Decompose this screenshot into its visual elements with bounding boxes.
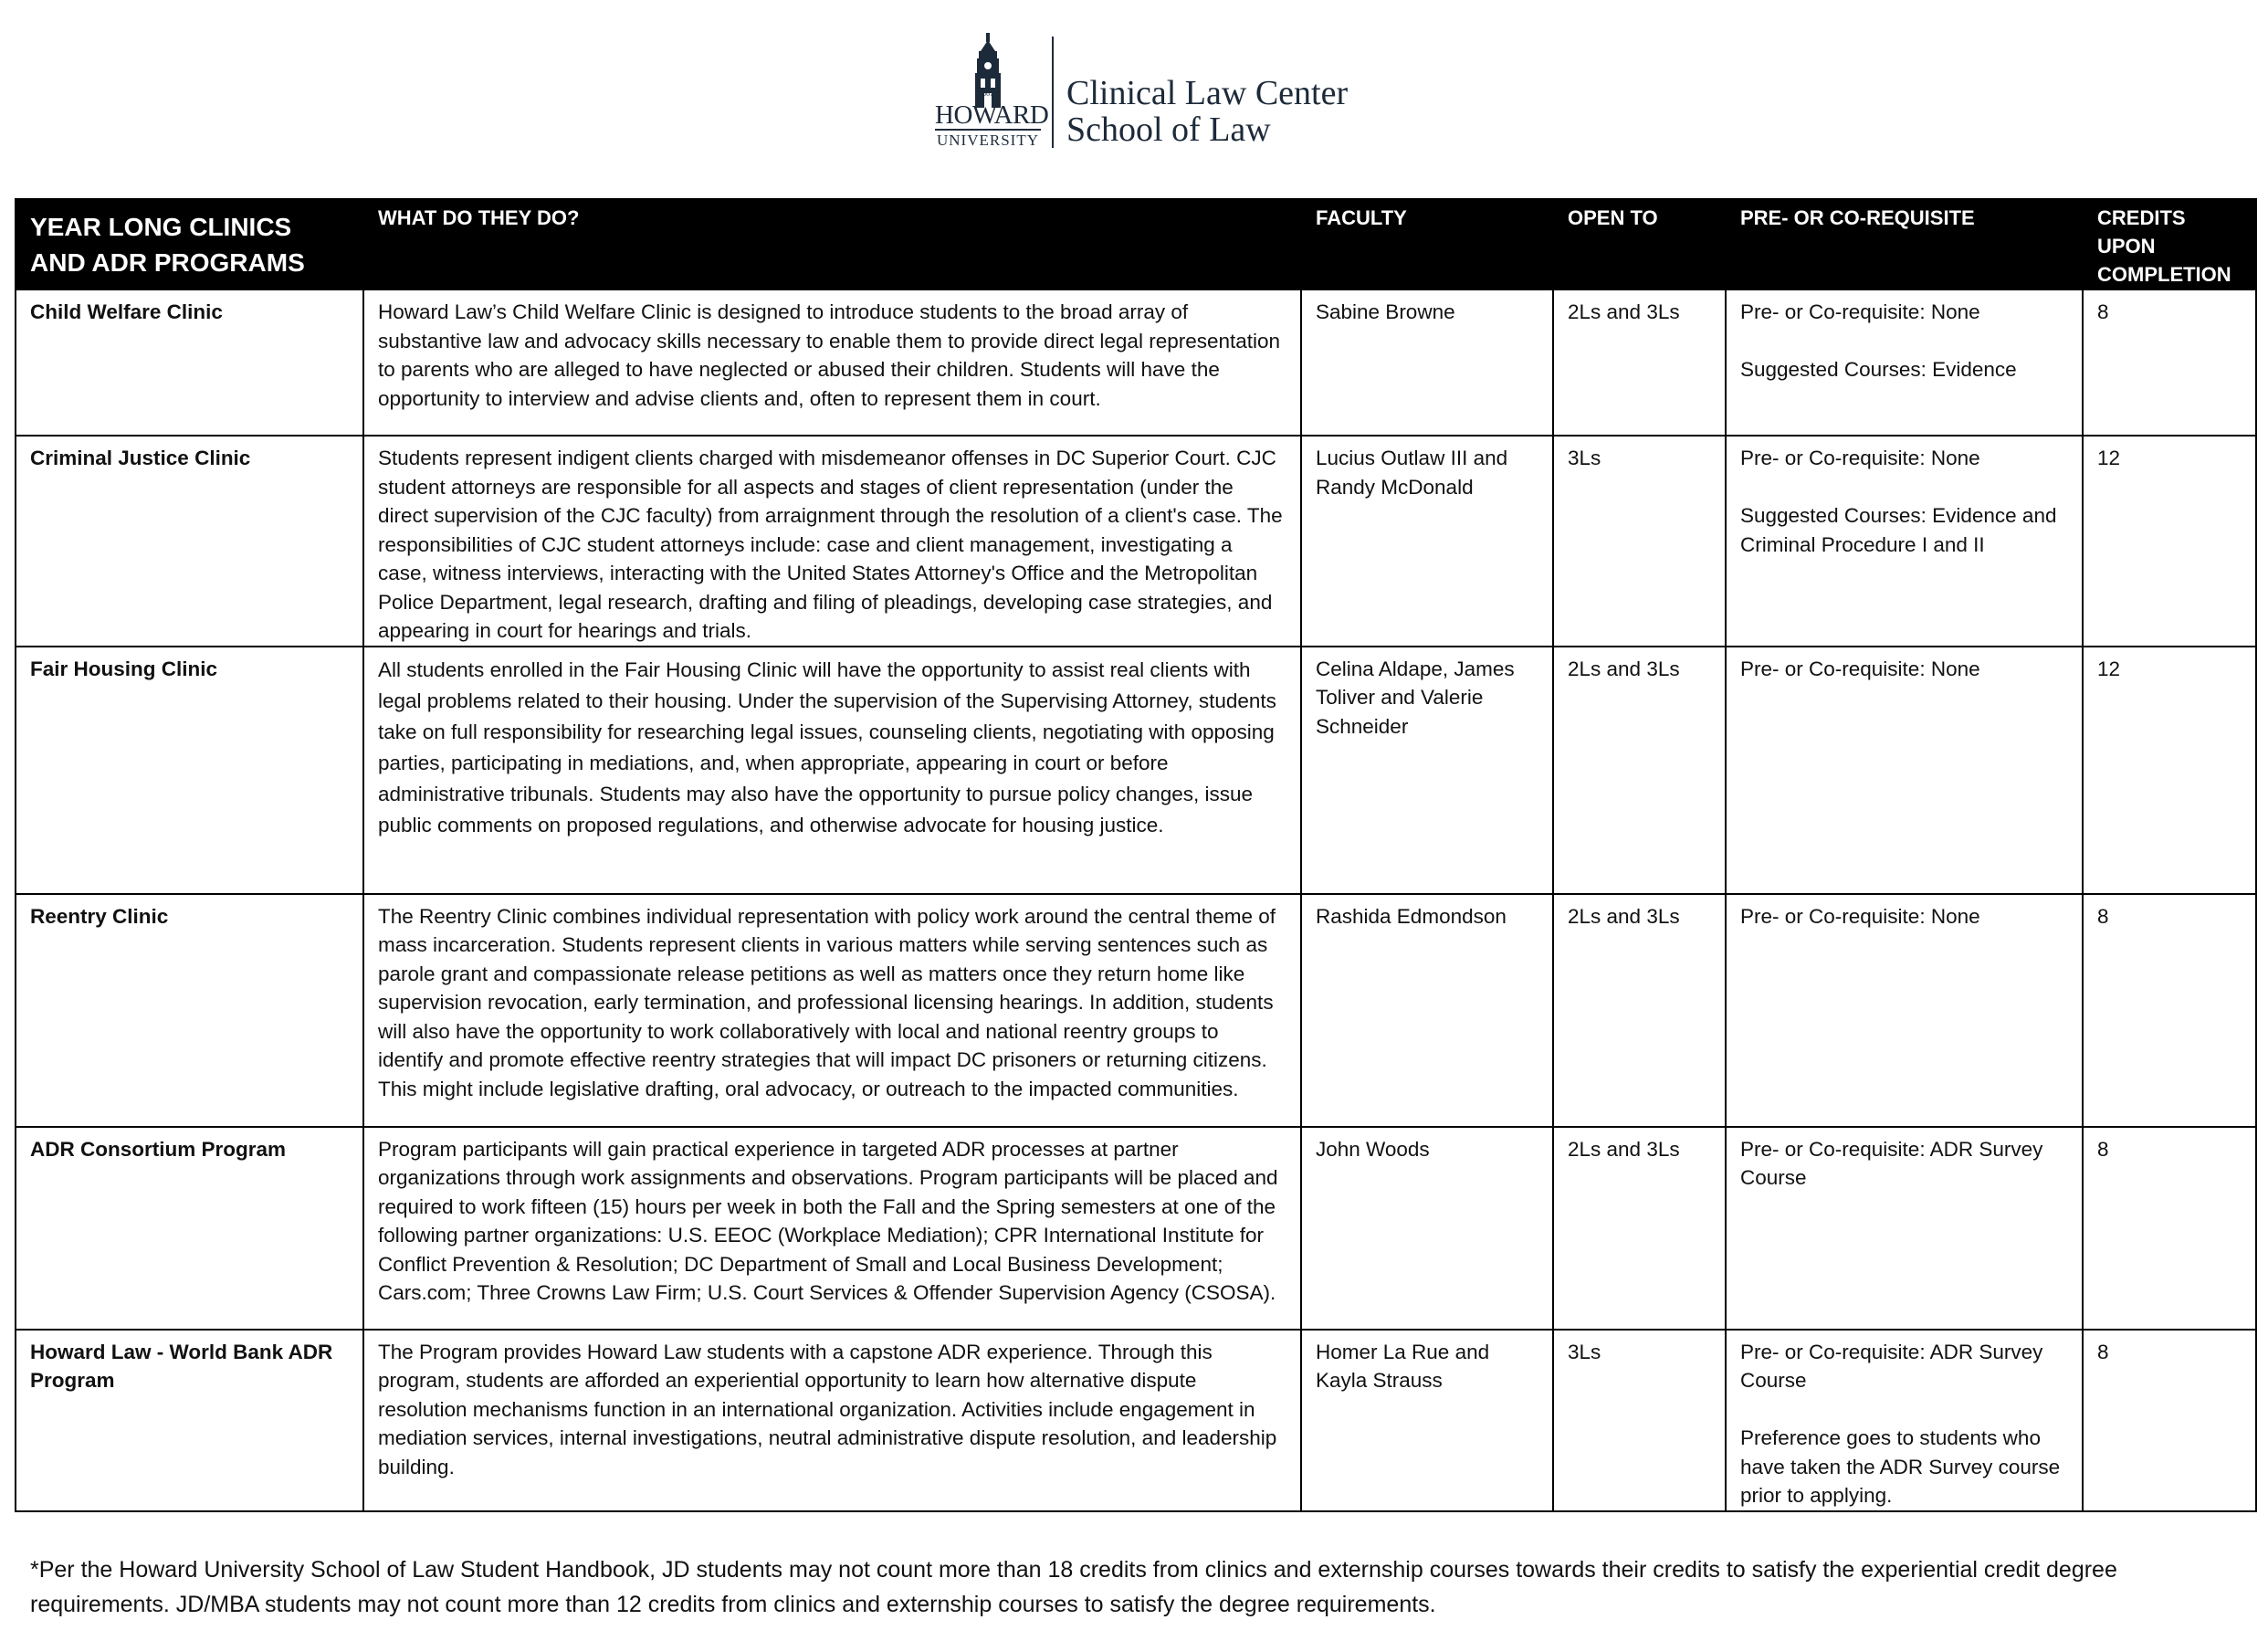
program-faculty: Homer La Rue and Kayla Strauss	[1301, 1330, 1553, 1511]
header-faculty: FACULTY	[1301, 199, 1553, 289]
program-description: The Reentry Clinic combines individual representation with policy work around the central theme of mass incarceration. Students represent clients in various matters while serving sentences such as parole grant and compassionate release petitions as well as matters once they return home like supervision revocation, early termination, and professional licensing hearings. In addition, students will also have the opportunity to work collaboratively with local and national reentry groups to identify and promote effective reentry strategies that will impact DC prisoners or returning citizens. This might include legislative drafting, oral advocacy, or outreach to the impacted communities.	[363, 894, 1301, 1127]
program-description: The Program provides Howard Law students with a capstone ADR experience. Through this program, students are afforded an experiential opportunity to learn how alternative dispute resolution mechanisms function in an international organization. Activities include engagement in mediation services, internal investigations, neutral administrative dispute resolution, and leadership building.	[363, 1330, 1301, 1511]
program-prereq	[1726, 647, 2083, 894]
program-name: Reentry Clinic	[16, 894, 363, 1127]
program-name: Fair Housing Clinic	[16, 647, 363, 894]
program-name: Child Welfare Clinic	[16, 289, 363, 436]
program-open-to: 3Ls	[1553, 436, 1726, 647]
program-prereq	[1726, 289, 2083, 436]
program-credits: 8	[2083, 894, 2256, 1127]
logo-school-of-law: School of Law	[1066, 110, 1271, 149]
prereq-text: Pre- or Co-requisite: None	[1740, 300, 1980, 323]
established-year: 1867	[979, 89, 993, 98]
program-credits: 8	[2083, 1330, 2256, 1511]
prereq-text: Pre- or Co-requisite: ADR Survey Course	[1740, 1137, 2043, 1189]
program-credits: 12	[2083, 436, 2256, 647]
program-faculty: Rashida Edmondson	[1301, 894, 1553, 1127]
law-center-logo	[935, 33, 1355, 152]
prereq-text: Pre- or Co-requisite: None	[1740, 657, 1980, 680]
program-prereq	[1726, 894, 2083, 1127]
table-row-world-bank-adr	[16, 1330, 2256, 1511]
program-description: Howard Law’s Child Welfare Clinic is designed to introduce students to the broad array of substantive law and advocacy skills necessary to enable them to provide direct legal representation to parents who are alleged to have neglected or abused their children. Students will have the opportunity to interview and advise clients and, often to represent them in court.	[363, 289, 1301, 436]
table-row-fair-housing	[16, 647, 2256, 894]
logo-howard: HOWARD	[935, 100, 1049, 130]
program-prereq	[1726, 436, 2083, 647]
preference-note: Preference goes to students who have taken the ADR Survey course prior to applying.	[1740, 1426, 2061, 1507]
program-prereq	[1726, 1127, 2083, 1330]
handbook-footnote: *Per the Howard University School of Law Student Handbook, JD students may not count more than 18 credits from clinics and externship courses towards their credits to satisfy the experiential credit degree requirements. JD/MBA students may not count more than 12 credits from clinics and externship courses to satisfy the degree requirements.	[30, 1557, 2117, 1617]
suggested-courses: Suggested Courses: Evidence	[1740, 358, 2017, 381]
program-name: Criminal Justice Clinic	[16, 436, 363, 647]
logo-divider	[1052, 37, 1054, 148]
header-open-to: OPEN TO	[1553, 199, 1726, 289]
program-description: Students represent indigent clients charged with misdemeanor offenses in DC Superior Court. CJC student attorneys are responsible for all aspects and stages of client representation (under the direct supervision of the CJC faculty) from arraignment through the resolution of a client's case. The responsibilities of CJC student attorneys include: case and client management, investigating a case, witness interviews, interacting with the United States Attorney's Office and the Metropolitan Police Department, legal research, drafting and filing of pleadings, developing case strategies, and appearing in court for hearings and trials.	[363, 436, 1301, 647]
program-description: All students enrolled in the Fair Housing Clinic will have the opportunity to assist real clients with legal problems related to their housing. Under the supervision of the Supervising Attorney, students take on full responsibility for researching legal issues, counseling clients, negotiating with opposing parties, participating in mediations, and, when appropriate, appearing in court or before administrative tribunals. Students may also have the opportunity to pursue policy changes, issue public comments on proposed regulations, and otherwise advocate for housing justice.	[363, 647, 1301, 894]
program-open-to: 2Ls and 3Ls	[1553, 1127, 1726, 1330]
program-prereq	[1726, 1330, 2083, 1511]
program-open-to: 3Ls	[1553, 1330, 1726, 1511]
table-row-child-welfare	[16, 289, 2256, 436]
program-open-to: 2Ls and 3Ls	[1553, 894, 1726, 1127]
program-faculty: Celina Aldape, James Toliver and Valerie Schneider	[1301, 647, 1553, 894]
clinics-table	[15, 198, 2257, 1512]
program-faculty: John Woods	[1301, 1127, 1553, 1330]
prereq-text: Pre- or Co-requisite: None	[1740, 447, 1980, 469]
prereq-text: Pre- or Co-requisite: ADR Survey Course	[1740, 1340, 2043, 1392]
table-header-row	[16, 199, 2256, 289]
program-faculty: Lucius Outlaw III and Randy McDonald	[1301, 436, 1553, 647]
prereq-text: Pre- or Co-requisite: None	[1740, 904, 1980, 928]
table-row-criminal-justice	[16, 436, 2256, 647]
header-program: YEAR LONG CLINICS AND ADR PROGRAMS	[16, 199, 363, 289]
header-prereq: PRE- OR CO-REQUISITE	[1726, 199, 2083, 289]
program-credits: 8	[2083, 289, 2256, 436]
program-credits: 8	[2083, 1127, 2256, 1330]
logo-university: UNIVERSITY	[937, 131, 1039, 149]
program-credits: 12	[2083, 647, 2256, 894]
program-name: ADR Consortium Program	[16, 1127, 363, 1330]
program-name: Howard Law - World Bank ADR Program	[16, 1330, 363, 1511]
logo-clinical-law-center: Clinical Law Center	[1066, 74, 1349, 112]
table-row-reentry	[16, 894, 2256, 1127]
program-open-to: 2Ls and 3Ls	[1553, 289, 1726, 436]
program-faculty: Sabine Browne	[1301, 289, 1553, 436]
table-row-adr-consortium	[16, 1127, 2256, 1330]
header-credits: CREDITS UPON COMPLETION	[2083, 199, 2256, 289]
suggested-courses: Suggested Courses: Evidence and Criminal Procedure I and II	[1740, 504, 2057, 556]
program-description: Program participants will gain practical experience in targeted ADR processes at partner organizations through work assignments and observations. Program participants will be placed and required to work fifteen (15) hours per week in both the Fall and the Spring semesters at one of the following partner organizations: U.S. EEOC (Workplace Mediation); CPR International Institute for Conflict Prevention & Resolution; DC Department of Small and Local Business Development; Cars.com; Three Crowns Law Firm; U.S. Court Services & Offender Supervision Agency (CSOSA).	[363, 1127, 1301, 1330]
header-description: WHAT DO THEY DO?	[363, 199, 1301, 289]
program-open-to: 2Ls and 3Ls	[1553, 647, 1726, 894]
